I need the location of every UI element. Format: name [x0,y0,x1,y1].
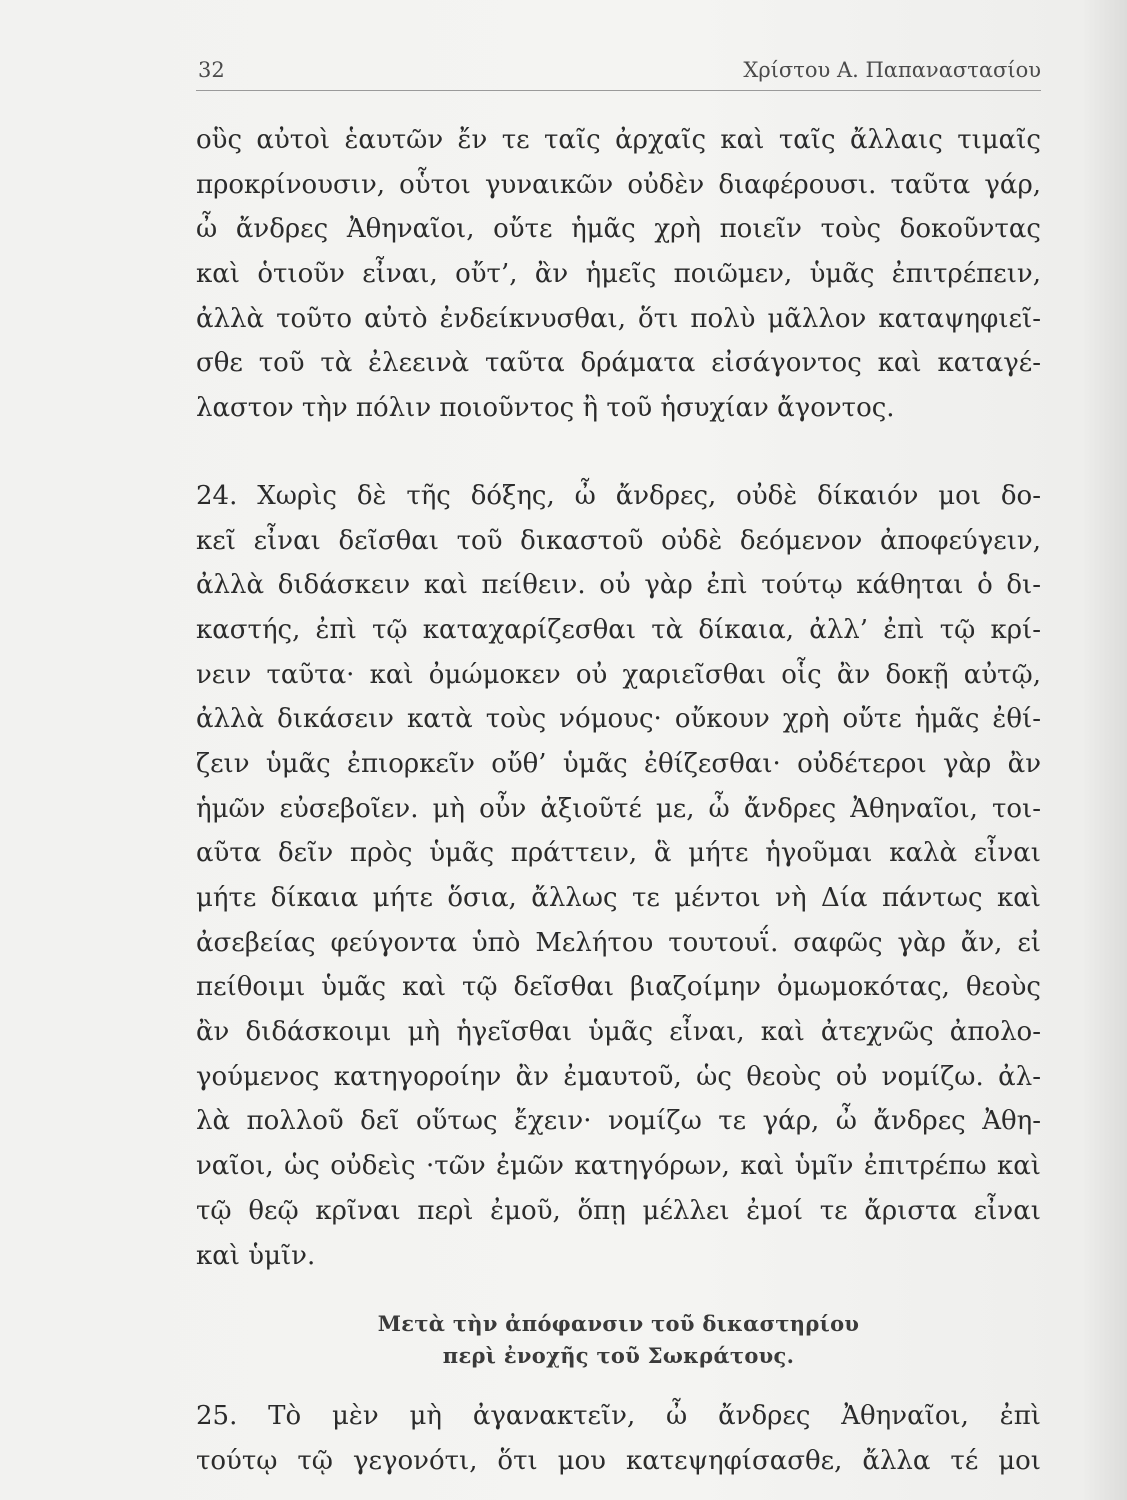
text-line: νειν ταῦτα· καὶ ὀμώμοκεν οὐ χαριεῖσθαι οἷς ἂν δοκῇ αὐτῷ, [196,659,1041,690]
text-line: λὰ πολλοῦ δεῖ οὕτως ἔχειν· νομίζω τε γάρ, ὦ ἄνδρες Ἀθη- [196,1106,1041,1137]
text-line: ἀσεβείας φεύγοντα ὑπὸ Μελήτου τουτουΐ. σαφῶς γὰρ ἄν, εἰ [196,927,1041,958]
text-line: ὦ ἄνδρες Ἀθηναῖοι, οὔτε ἡμᾶς χρὴ ποιεῖν τοὺς δοκοῦντας [196,214,1041,245]
paragraph-gap [196,431,1041,474]
text-line: οὓς αὐτοὶ ἑαυτῶν ἔν τε ταῖς ἀρχαῖς καὶ ταῖς ἄλλαις τιμαῖς [196,125,1041,155]
text-line: αῦτα δεῖν πρὸς ὑμᾶς πράττειν, ἃ μήτε ἡγοῦμαι καλὰ εἶναι [196,838,1041,869]
text-line: προκρίνουσιν, οὗτοι γυναικῶν οὐδὲν διαφέρουσι. ταῦτα γάρ, [196,169,1041,200]
text-line: σθε τοῦ τὰ ἐλεεινὰ ταῦτα δράματα εἰσάγοντος καὶ καταγέ- [196,348,1041,379]
paragraph-continued [196,118,1041,431]
text-line: τῷ θεῷ κρῖναι περὶ ἐμοῦ, ὅπῃ μέλλει ἐμοί τε ἄριστα εἶναι [196,1195,1041,1226]
text-line: τούτῳ τῷ γεγονότι, ὅτι μου κατεψηφίσασθε, ἄλλα τέ μοι [196,1445,1041,1476]
text-line: ἀλλὰ δικάσειν κατὰ τοὺς νόμους· οὔκουν χρὴ οὔτε ἡμᾶς ἐθί- [196,704,1041,735]
text-line: πείθοιμι ὑμᾶς καὶ τῷ δεῖσθαι βιαζοίμην ὀμωμοκότας, θεοὺς [196,972,1041,1003]
text-line: ἡμῶν εὐσεβοῖεν. μὴ οὖν ἀξιοῦτέ με, ὦ ἄνδρες Ἀθηναῖοι, τοι- [196,793,1041,824]
text-line: ζειν ὑμᾶς ἐπιορκεῖν οὔθ’ ὑμᾶς ἐθίζεσθαι· οὐδέτεροι γὰρ ἂν [196,748,1041,779]
section-heading [196,1308,1041,1372]
paragraph-24 [196,474,1041,1278]
paragraph-25 [196,1394,1041,1483]
text-line: λαστον τὴν πόλιν ποιοῦντος ἢ τοῦ ἡσυχίαν ἄγοντος. [196,393,895,424]
running-head: Χρίστου Α. Παπαναστασίου [743,58,1041,82]
page-number: 32 [198,58,225,82]
text-line: ἂν διδάσκοιμι μὴ ἡγεῖσθαι ὑμᾶς εἶναι, καὶ ἀτεχνῶς ἀπολο- [196,1017,1041,1048]
page-header [196,58,1041,91]
section-heading-line-1: Μετὰ τὴν ἀπόφανσιν τοῦ δικαστηρίου [377,1311,860,1337]
text-line: μήτε δίκαια μήτε ὅσια, ἄλλως τε μέντοι νὴ Δία πάντως καὶ [196,883,1041,913]
text-line: 25. Τὸ μὲν μὴ ἀγανακτεῖν, ὦ ἄνδρες Ἀθηναῖοι, ἐπὶ [196,1401,1041,1432]
text-line: καστής, ἐπὶ τῷ καταχαρίζεσθαι τὰ δίκαια, ἀλλ’ ἐπὶ τῷ κρί- [196,614,1041,645]
heading-gap [196,1372,1041,1394]
text-line: 24. Χωρὶς δὲ τῆς δόξης, ὦ ἄνδρες, οὐδὲ δίκαιόν μοι δο- [196,480,1041,511]
text-line: ναῖοι, ὡς οὐδεὶς ·τῶν ἐμῶν κατηγόρων, καὶ ὑμῖν ἐπιτρέπω καὶ [196,1151,1041,1182]
text-line: ἀλλὰ τοῦτο αὐτὸ ἐνδείκνυσθαι, ὅτι πολὺ μᾶλλον καταψηφιεῖ- [196,303,1041,334]
text-line: γούμενος κατηγοροίην ἂν ἐμαυτοῦ, ὡς θεοὺς οὐ νομίζω. ἀλ- [196,1061,1041,1092]
text-line: ἀλλὰ διδάσκειν καὶ πείθειν. οὐ γὰρ ἐπὶ τούτῳ κάθηται ὁ δι- [196,570,1041,601]
section-heading-line-2: περὶ ἐνοχῆς τοῦ Σωκράτους. [442,1343,795,1369]
heading-gap [196,1278,1041,1308]
page-body [196,118,1041,1484]
text-line: καὶ ὑμῖν. [196,1240,316,1271]
text-line: καὶ ὁτιοῦν εἶναι, οὔτ’, ἂν ἡμεῖς ποιῶμεν, ὑμᾶς ἐπιτρέπειν, [196,259,1041,290]
text-line: κεῖ εἶναι δεῖσθαι τοῦ δικαστοῦ οὐδὲ δεόμενον ἀποφεύγειν, [196,525,1041,556]
